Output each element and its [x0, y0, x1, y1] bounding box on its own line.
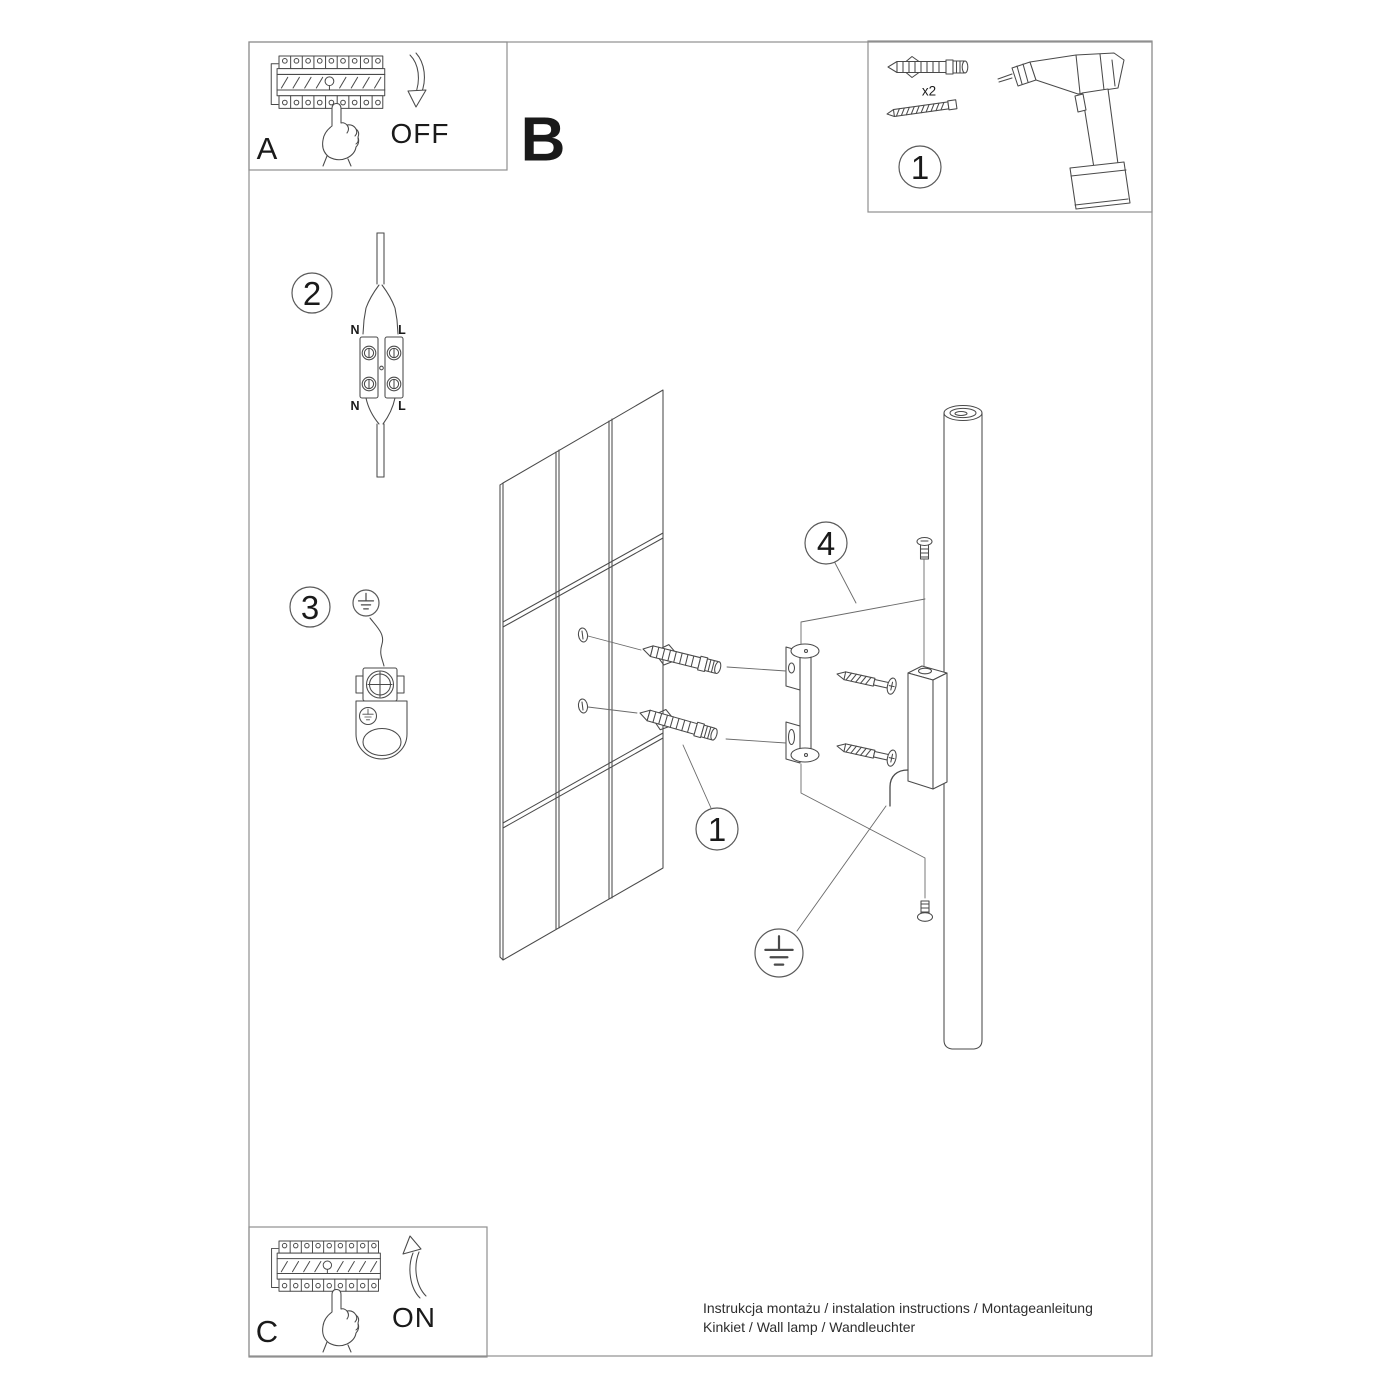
hand-pointing-icon — [323, 104, 359, 167]
lamp-housing-icon — [890, 666, 947, 806]
scene-callout-4-number: 4 — [816, 525, 836, 562]
scene-callout-1-number: 1 — [707, 811, 727, 848]
breaker-panel-c-icon — [272, 1241, 381, 1291]
mounting-bracket-icon — [786, 644, 819, 763]
terminal-block-icon — [292, 233, 403, 477]
footer-line-2: Kinkiet / Wall lamp / Wandleuchter — [703, 1319, 916, 1335]
curved-arrow-up-icon — [403, 1236, 426, 1298]
bottom-screw-icon — [918, 901, 933, 921]
parts-callout-number: 1 — [910, 149, 930, 186]
wall-tiles-icon — [500, 390, 663, 960]
screw-icon — [886, 100, 957, 119]
hand-pointing-icon-c — [323, 1290, 359, 1353]
panel-c-label: C — [255, 1314, 279, 1349]
wire-n-bottom-label: N — [350, 399, 360, 413]
footer-line-1: Instrukcja montażu / instalation instructions / Montageanleitung — [703, 1300, 1093, 1316]
scene-screw-2-icon — [835, 738, 897, 767]
section-b-label: B — [520, 105, 566, 175]
step2-callout-number: 2 — [302, 275, 322, 312]
panel-a-label: A — [256, 131, 278, 166]
top-screw-icon — [917, 538, 932, 560]
on-label: ON — [392, 1302, 436, 1333]
lamp-tube-icon — [944, 406, 982, 1050]
ground-symbol-icon — [755, 929, 803, 977]
breaker-panel-a-icon — [271, 56, 384, 108]
wire-l-bottom-label: L — [398, 399, 406, 413]
wall-plug-icon — [888, 57, 968, 78]
off-label: OFF — [390, 118, 450, 149]
curved-arrow-down-icon — [408, 53, 426, 107]
wire-n-top-label: N — [350, 323, 360, 337]
step3-callout-number: 3 — [300, 589, 320, 626]
anchor-quantity-label: x2 — [921, 83, 937, 99]
scene-screw-1-icon — [835, 666, 897, 695]
wire-l-top-label: L — [398, 323, 406, 337]
cordless-drill-icon — [998, 53, 1130, 209]
